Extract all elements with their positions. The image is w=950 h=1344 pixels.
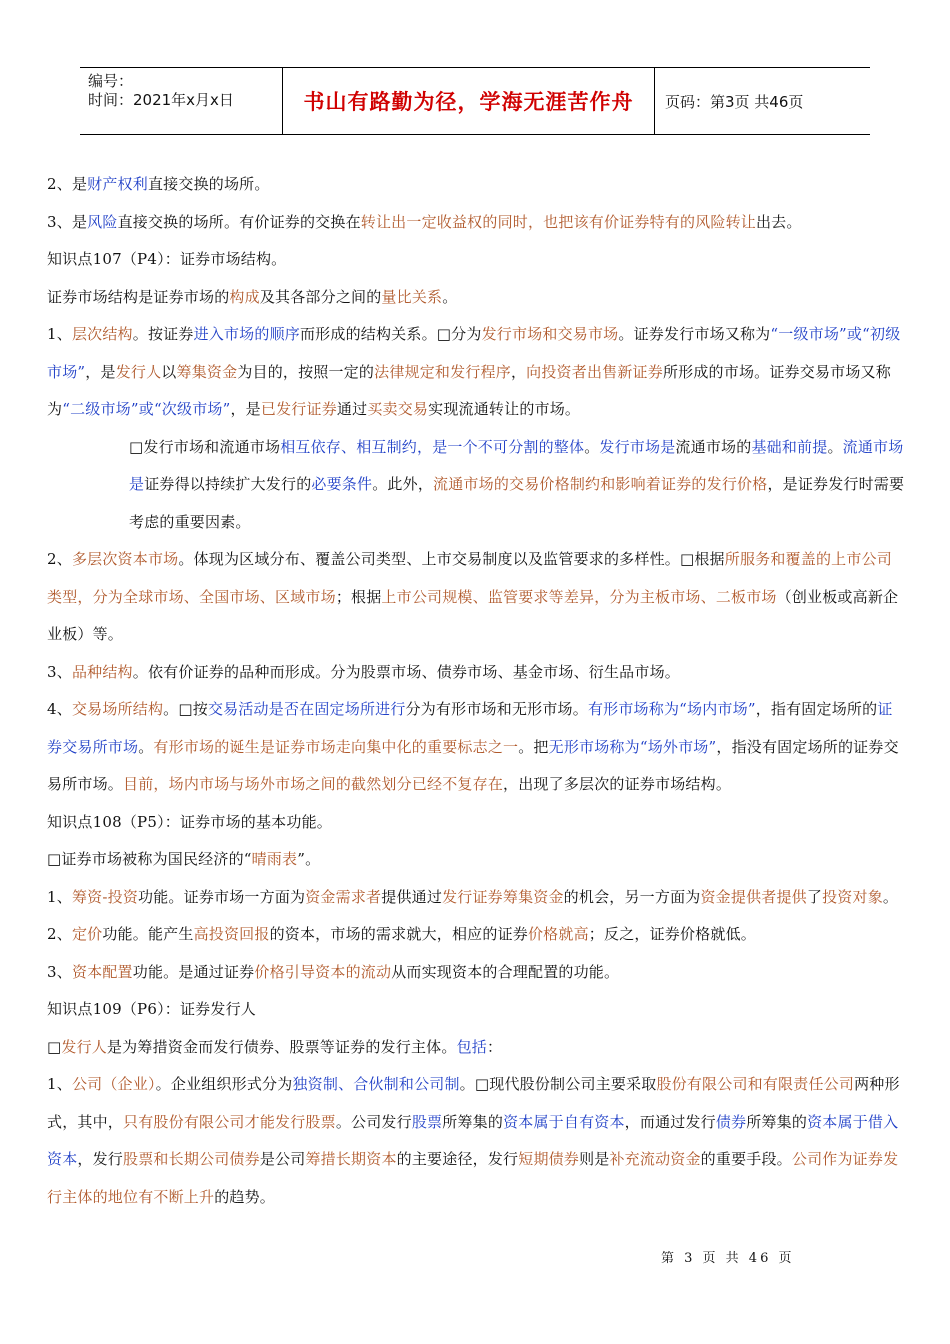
text-segment: 直接交换的场所。 bbox=[147, 175, 270, 193]
paragraph bbox=[47, 1029, 907, 1067]
highlighted-text: 晴雨表 bbox=[251, 850, 298, 868]
text-segment: 。 bbox=[442, 287, 458, 306]
text-segment: ，指有固定场所的 bbox=[755, 700, 878, 718]
text-segment: 了 bbox=[806, 887, 823, 906]
highlighted-text: 股票 bbox=[411, 1112, 443, 1131]
text-segment: ，而通过发行 bbox=[624, 1112, 716, 1131]
text-segment: 3、 bbox=[47, 662, 72, 681]
text-segment: ，指没有固定场所的证券交易所市场。 bbox=[47, 737, 899, 793]
text-segment: ： bbox=[487, 1037, 503, 1056]
text-segment: 1、 bbox=[47, 887, 72, 906]
highlighted-text: 短期债券 bbox=[518, 1150, 580, 1168]
highlighted-text: 发行市场和交易市场 bbox=[481, 325, 619, 343]
highlighted-text: 资金需求者 bbox=[305, 887, 382, 906]
highlighted-text: 发行证券筹集资金 bbox=[442, 887, 564, 906]
paragraph bbox=[47, 166, 907, 204]
highlighted-text: 上市公司规模、监管要求等差异，分为主板市场、二板市场 bbox=[381, 587, 777, 606]
text-segment: 。企业组织形式分为 bbox=[155, 1075, 293, 1093]
highlighted-text: 筹措长期资本 bbox=[305, 1150, 397, 1168]
text-segment: 所形成的市场。证券交易市场又称为 bbox=[47, 362, 891, 418]
text-segment: 的趋势。 bbox=[214, 1187, 276, 1206]
text-segment: 。按证券 bbox=[132, 325, 194, 343]
text-segment: 知识点107（P4）：证券市场结构。 bbox=[47, 250, 287, 268]
highlighted-text: 投资对象 bbox=[822, 887, 883, 906]
text-segment: 。体现为区域分布、覆盖公司类型、上市交易制度以及监管要求的多样性。□根据 bbox=[178, 550, 725, 568]
text-segment: 出去。 bbox=[755, 212, 802, 231]
highlighted-text: 流通市场是 bbox=[129, 437, 904, 493]
highlighted-text: 买卖交易 bbox=[367, 400, 429, 418]
page-header bbox=[80, 67, 870, 135]
highlighted-text: 有形市场称为“场内市场” bbox=[587, 700, 756, 718]
text-segment: 所筹集的 bbox=[442, 1112, 504, 1131]
paragraph bbox=[47, 204, 907, 242]
text-segment: 。依有价证券的品种而形成。分为股票市场、债券市场、基金市场、衍生品市场。 bbox=[132, 662, 680, 681]
text-segment: 。 bbox=[882, 887, 899, 906]
highlighted-text: 股票和长期公司债券 bbox=[123, 1150, 260, 1168]
text-segment: 所筹集的 bbox=[746, 1112, 808, 1131]
document-date: 时间：2021年x月x日 bbox=[88, 91, 234, 109]
highlighted-text: 公司（企业） bbox=[71, 1075, 156, 1093]
text-segment: ”。 bbox=[297, 850, 321, 868]
text-segment: 的重要手段。 bbox=[700, 1150, 792, 1168]
text-segment: 3、 bbox=[47, 962, 72, 981]
text-segment: 的资本，市场的需求就大，相应的证券 bbox=[269, 925, 528, 943]
highlighted-text: 转让出一定收益权的同时，也把该有价证券特有的风险转让 bbox=[360, 212, 756, 231]
highlighted-text: 筹集资金 bbox=[176, 362, 238, 381]
highlighted-text: 相互依存、相互制约，是一个不可分割的整体 bbox=[280, 437, 585, 456]
text-segment: 功能。能产生 bbox=[102, 925, 194, 943]
highlighted-text: 多层次资本市场 bbox=[71, 550, 179, 568]
paragraph bbox=[47, 1066, 907, 1216]
text-segment: 知识点109（P6）：证券发行人 bbox=[47, 1000, 256, 1018]
paragraph bbox=[47, 541, 907, 654]
paragraph bbox=[47, 654, 907, 692]
text-segment: ，出现了多层次的证券市场结构。 bbox=[503, 775, 732, 793]
text-segment: 2、 bbox=[47, 925, 72, 943]
paragraph bbox=[47, 954, 907, 992]
highlighted-text: 补充流动资金 bbox=[609, 1150, 701, 1168]
text-segment: □ bbox=[47, 1037, 62, 1056]
paragraph bbox=[47, 279, 907, 317]
highlighted-text: 无形市场称为“场外市场” bbox=[548, 737, 717, 756]
highlighted-text: 包括 bbox=[456, 1037, 487, 1056]
highlighted-text: 资金提供者提供 bbox=[700, 887, 807, 906]
highlighted-text: 法律规定和发行程序 bbox=[374, 362, 511, 381]
text-segment: 知识点108（P5）：证券市场的基本功能。 bbox=[47, 812, 332, 831]
highlighted-text: 资本配置 bbox=[71, 962, 133, 981]
text-segment: 从而实现资本的合理配置的功能。 bbox=[391, 962, 620, 981]
highlighted-text: 独资制、合伙制和公司制 bbox=[292, 1075, 460, 1093]
paragraph bbox=[47, 916, 907, 954]
text-segment: 3、是 bbox=[47, 212, 88, 231]
text-segment: 直接交换的场所。有价证券的交换在 bbox=[117, 212, 361, 231]
text-segment: 。此外， bbox=[372, 475, 434, 493]
highlighted-text: 进入市场的顺序 bbox=[193, 325, 300, 343]
text-segment: 。把 bbox=[518, 737, 549, 756]
highlighted-text: 筹资-投资 bbox=[71, 887, 139, 906]
paragraph bbox=[47, 879, 907, 917]
text-segment: 。 bbox=[584, 437, 600, 456]
highlighted-text: 基础和前提 bbox=[751, 437, 828, 456]
text-segment: ；根据 bbox=[335, 587, 382, 606]
text-segment: 。证券发行市场又称为 bbox=[618, 325, 771, 343]
highlighted-text: 证券交易所市场 bbox=[47, 700, 893, 756]
highlighted-text: 构成 bbox=[229, 287, 260, 306]
text-segment: 而形成的结构关系。□分为 bbox=[299, 325, 482, 343]
highlighted-text: 财产权利 bbox=[87, 175, 148, 193]
text-segment: ， bbox=[510, 362, 527, 381]
paragraph bbox=[47, 841, 907, 879]
text-segment: 证券得以持续扩大发行的 bbox=[144, 475, 312, 493]
paragraph bbox=[47, 429, 907, 542]
document-body bbox=[47, 166, 907, 1216]
page-footer: 第 3 页 共 46 页 bbox=[661, 1251, 795, 1266]
text-segment: 2、是 bbox=[47, 175, 88, 193]
text-segment: 。公司发行 bbox=[335, 1112, 412, 1131]
paragraph bbox=[47, 991, 907, 1029]
text-segment: 则是 bbox=[579, 1150, 610, 1168]
text-segment: （创业板或高新企业板）等。 bbox=[47, 587, 899, 643]
highlighted-text: 已发行证券 bbox=[260, 400, 337, 418]
header-meta bbox=[80, 68, 282, 134]
text-segment: 是为筹措资金而发行债券、股票等证券的发行主体。 bbox=[106, 1037, 457, 1056]
text-segment: 4、 bbox=[47, 700, 72, 718]
highlighted-text: “一级市场”或“初级市场” bbox=[47, 325, 901, 381]
highlighted-text: 流通市场的交易价格制约和影响着证券的发行价格 bbox=[433, 475, 768, 493]
highlighted-text: “二级市场”或“次级市场” bbox=[62, 400, 231, 418]
text-segment: □证券市场被称为国民经济的“ bbox=[47, 850, 252, 868]
text-segment: 。□现代股份制公司主要采取 bbox=[459, 1075, 657, 1093]
text-segment: 功能。是通过证券 bbox=[132, 962, 255, 981]
text-segment: 证券市场结构是证券市场的 bbox=[47, 287, 230, 306]
text-segment: 以 bbox=[161, 362, 177, 381]
highlighted-text: 所服务和覆盖的上市公司类型，分为全球市场、全国市场、区域市场 bbox=[47, 550, 892, 606]
highlighted-text: 价格就高 bbox=[527, 925, 589, 943]
highlighted-text: 资本属于借入资本 bbox=[47, 1112, 899, 1168]
highlighted-text: 目前，场内市场与场外市场之间的截然划分已经不复存在 bbox=[123, 775, 504, 793]
text-segment: 1、 bbox=[47, 325, 72, 343]
highlighted-text: 交易活动是否在固定场所进行 bbox=[207, 700, 406, 718]
highlighted-text: 发行人 bbox=[115, 362, 162, 381]
text-segment: ，是 bbox=[85, 362, 116, 381]
paragraph bbox=[47, 316, 907, 429]
paragraph bbox=[47, 691, 907, 804]
highlighted-text: 公司作为证券发行主体的地位有不断上升 bbox=[47, 1150, 899, 1206]
text-segment: 为目的，按照一定的 bbox=[237, 362, 375, 381]
text-segment: 提供通过 bbox=[381, 887, 443, 906]
text-segment: 1、 bbox=[47, 1075, 72, 1093]
text-segment: 2、 bbox=[47, 550, 72, 568]
highlighted-text: 资本属于自有资本 bbox=[503, 1112, 625, 1131]
text-segment: 。 bbox=[138, 737, 154, 756]
highlighted-text: 必要条件 bbox=[311, 475, 373, 493]
highlighted-text: 价格引导资本的流动 bbox=[254, 962, 392, 981]
text-segment: 实现流通转让的市场。 bbox=[428, 400, 581, 418]
text-segment: ，发行 bbox=[77, 1150, 124, 1168]
highlighted-text: 有形市场的诞生是证券市场走向集中化的重要标志之一 bbox=[153, 737, 519, 756]
text-segment: 。 bbox=[827, 437, 843, 456]
text-segment: 两种形式，其中， bbox=[47, 1075, 900, 1131]
highlighted-text: 发行人 bbox=[61, 1037, 107, 1056]
text-segment: □发行市场和流通市场 bbox=[129, 437, 281, 456]
text-segment: 通过 bbox=[336, 400, 368, 418]
highlighted-text: 层次结构 bbox=[71, 325, 133, 343]
highlighted-text: 股份有限公司和有限责任公司 bbox=[656, 1075, 855, 1093]
highlighted-text: 品种结构 bbox=[71, 662, 133, 681]
highlighted-text: 向投资者出售新证券 bbox=[526, 362, 663, 381]
text-segment: 的主要途径，发行 bbox=[396, 1150, 519, 1168]
text-segment: 功能。证券市场一方面为 bbox=[138, 887, 306, 906]
text-segment: ；反之，证券价格就低。 bbox=[588, 925, 756, 943]
text-segment: 的机会，另一方面为 bbox=[563, 887, 701, 906]
text-segment: ，是证券发行时需要考虑的重要因素。 bbox=[129, 475, 905, 531]
highlighted-text: 量比关系 bbox=[381, 287, 443, 306]
highlighted-text: 发行市场是 bbox=[599, 437, 676, 456]
highlighted-text: 高投资回报 bbox=[193, 925, 270, 943]
text-segment: 。□按 bbox=[163, 700, 208, 718]
highlighted-text: 只有股份有限公司才能发行股票 bbox=[123, 1112, 336, 1131]
highlighted-text: 风险 bbox=[87, 212, 118, 231]
header-motto: 书山有路勤为径，学海无涯苦作舟 bbox=[282, 68, 655, 134]
document-number: 编号： bbox=[88, 72, 134, 90]
header-page-info: 页码：第3页 共46页 bbox=[665, 92, 804, 111]
text-segment: 及其各部分之间的 bbox=[259, 287, 382, 306]
text-segment: ，是 bbox=[230, 400, 261, 418]
highlighted-text: 定价 bbox=[71, 925, 103, 943]
paragraph bbox=[47, 241, 907, 279]
text-segment: 流通市场的 bbox=[675, 437, 752, 456]
text-segment: 分为有形市场和无形市场。 bbox=[405, 700, 588, 718]
highlighted-text: 债券 bbox=[715, 1112, 747, 1131]
paragraph bbox=[47, 804, 907, 842]
highlighted-text: 交易场所结构 bbox=[71, 700, 164, 718]
text-segment: 是公司 bbox=[259, 1150, 306, 1168]
